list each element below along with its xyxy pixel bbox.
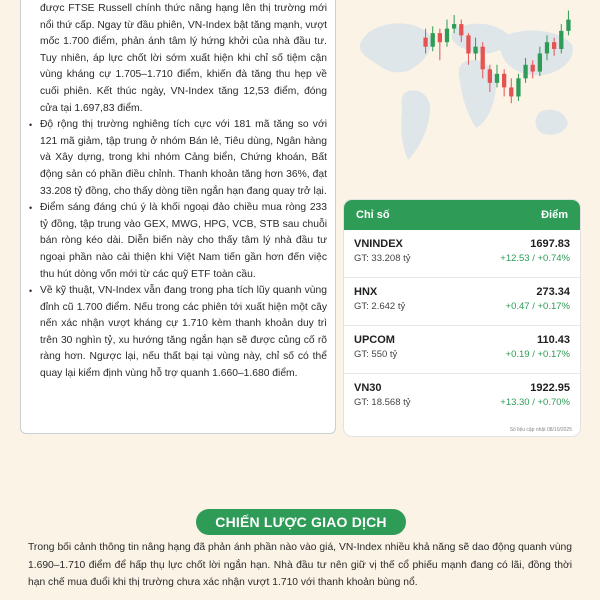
strategy-text: Trong bối cảnh thông tin nâng hạng đã phản ánh phần nào vào giá, VN-Index nhiều khả năng sẽ dao động quanh vùng 1.690–1.710 điểm để hấp thụ lực chốt lời ngắn hạn. Nhà đầu tư nên giữ vị thế cổ phiếu mạnh đang có lãi, đồng thời hạn chế mua đuổi khi thị trường chưa xác nhận vượt 1.710 với thanh khoản bùng nổ. xyxy=(28,542,572,588)
candle-down xyxy=(438,33,442,42)
candle-down xyxy=(502,74,506,88)
index-volume: GT: 550 tỷ xyxy=(354,349,398,360)
candle-up xyxy=(566,20,570,31)
candle-down xyxy=(466,35,470,53)
index-name: VN30 xyxy=(354,382,382,394)
index-change: +12.53 / +0.74% xyxy=(500,253,570,264)
candle-up xyxy=(431,33,435,47)
bullet-icon: • xyxy=(29,286,33,297)
candle-down xyxy=(459,24,463,35)
table-row xyxy=(344,278,580,326)
candle-down xyxy=(552,42,556,49)
commentary-paragraph xyxy=(29,200,327,283)
index-value: 110.43 xyxy=(536,334,570,346)
candle-down xyxy=(509,87,513,96)
map-continent-shape xyxy=(401,90,430,160)
candle-down xyxy=(423,38,427,47)
index-table xyxy=(344,200,580,436)
commentary-paragraph xyxy=(29,283,327,383)
index-name: UPCOM xyxy=(354,334,395,346)
candle-up xyxy=(559,31,563,49)
data-source-note: Số liệu cập nhật 08/10/2025 xyxy=(509,427,572,433)
bullet-icon: • xyxy=(29,203,33,214)
candle-up xyxy=(516,78,520,96)
table-row xyxy=(344,326,580,374)
map-continent-shape xyxy=(360,23,431,72)
bullet-spacer xyxy=(29,1,40,117)
index-value: 1697.83 xyxy=(530,238,570,250)
header-index-label: Chỉ số xyxy=(356,209,390,221)
candle-up xyxy=(495,74,499,83)
candle-up xyxy=(538,53,542,71)
market-commentary-card xyxy=(20,0,336,434)
commentary-text: được FTSE Russell chính thức nâng hạng lên thị trường mới nổi thứ cấp. Ngay từ đầu phiên, VN-Index bật tăng mạnh, vượt mốc 1.700 điểm, phản ánh tâm lý hứng khởi của nhà đầu tư. Tuy nhiên, áp lực chốt lời sớm xuất hiện khi chỉ số tiệm cận vùng kháng cự 1.705–1.710 điểm, khiến đà tăng thu hẹp về cuối phiên. Kết thúc ngày, VN-Index tăng 12,53 điểm, đóng cửa tại 1.697,83 điểm. xyxy=(40,3,327,114)
commentary-paragraph xyxy=(29,117,327,200)
header-points-label: Điểm xyxy=(541,209,568,221)
candle-up xyxy=(445,29,449,43)
index-change: +0.47 / +0.17% xyxy=(505,301,570,312)
index-volume: GT: 18.568 tỷ xyxy=(354,397,411,408)
index-volume: GT: 2.642 tỷ xyxy=(354,301,406,312)
candle-up xyxy=(523,65,527,79)
candle-down xyxy=(481,47,485,70)
bullet-icon: • xyxy=(29,120,33,131)
map-continent-shape xyxy=(536,110,569,135)
index-value: 273.34 xyxy=(536,286,570,298)
index-change: +0.19 / +0.17% xyxy=(505,349,570,360)
candle-down xyxy=(488,69,492,83)
table-row xyxy=(344,374,580,422)
index-change: +13.30 / +0.70% xyxy=(500,397,570,408)
strategy-title-banner: CHIẾN LƯỢC GIAO DỊCH xyxy=(196,509,406,535)
candlestick-map-illustration xyxy=(344,0,580,196)
commentary-text: Độ rộng thị trường nghiêng tích cực với 181 mã tăng so với 121 mã giảm, tập trung ở nhóm Bán lẻ, Tiêu dùng, Ngân hàng và Xây dựng, trong khi nhóm Cảng biển, Chứng khoán, Bất động sản có phần điều chỉnh. Thanh khoản tăng hơn 36%, đạt 33.208 tỷ đồng, cho thấy dòng tiền ngắn hạn đang quay trở lại. xyxy=(40,119,327,197)
candle-up xyxy=(473,47,477,54)
commentary-text: Điểm sáng đáng chú ý là khối ngoại đảo chiều mua ròng 233 tỷ đồng, tập trung vào GEX, MWG, HPG, VCB, STB sau chuỗi bán ròng kéo dài. Diễn biến này cho thấy tâm lý nhà đầu tư ngoại phần nào cải thiện khi Việt Nam tiến gần hơn đến việc thu hút dòng vốn mới từ các quỹ ETF toàn cầu. xyxy=(40,202,327,280)
index-name: VNINDEX xyxy=(354,238,403,250)
candle-up xyxy=(545,42,549,53)
commentary-text: Về kỹ thuật, VN-Index vẫn đang trong pha tích lũy quanh vùng đỉnh cũ 1.700 điểm. Nếu trong các phiên tới xuất hiện một cây nến xác nhận vượt kháng cự 1.710 kèm thanh khoản duy trì trên 30 nghìn tỷ, xu hướng tăng ngắn hạn sẽ được củng cố rõ ràng hơn. Ngược lại, nếu thất bại tại vùng này, chỉ số có thể quay lại kiểm định vùng hỗ trợ quanh 1.660–1.680 điểm. xyxy=(40,285,327,380)
table-row xyxy=(344,230,580,278)
index-volume: GT: 33.208 tỷ xyxy=(354,253,411,264)
index-value: 1922.95 xyxy=(530,382,570,394)
candle-up xyxy=(452,24,456,29)
index-name: HNX xyxy=(354,286,378,298)
index-table-header xyxy=(344,200,580,230)
commentary-paragraph xyxy=(29,1,327,117)
candle-down xyxy=(531,65,535,72)
